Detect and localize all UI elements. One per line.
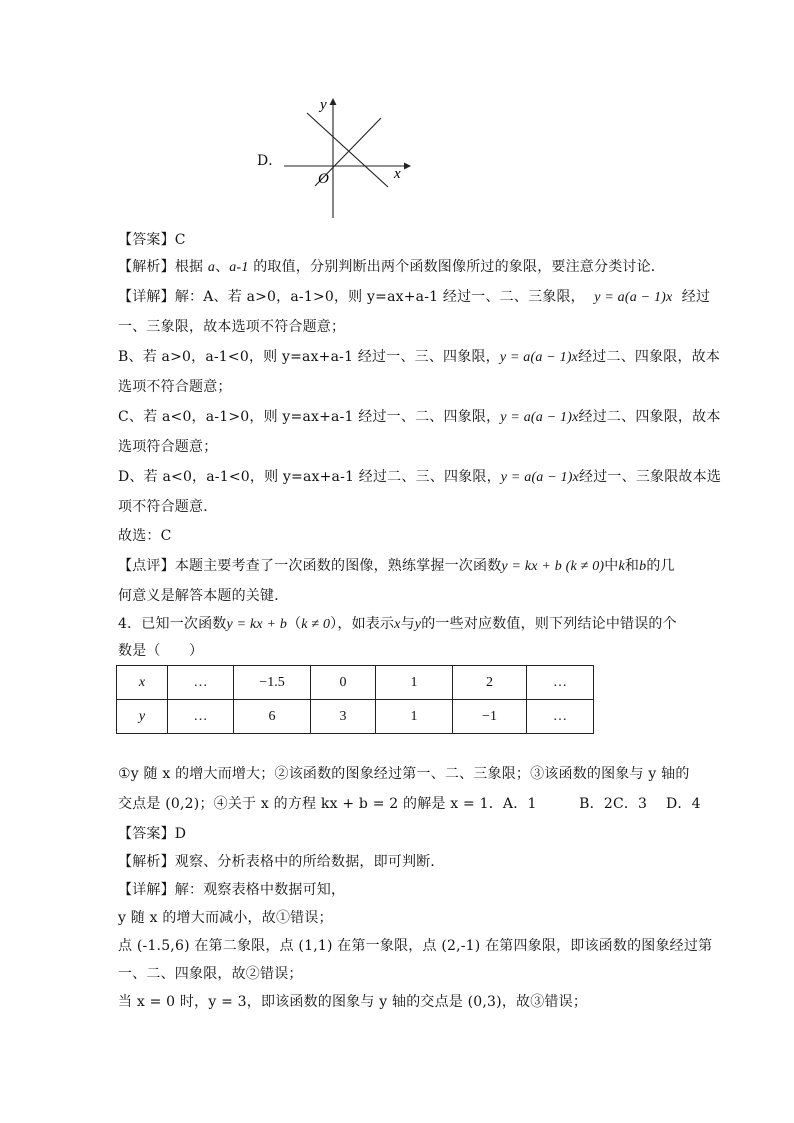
q4-detail-line4: 一、二、四象限，故②错误；: [118, 966, 303, 982]
q3-comment-tag: 【点评】: [118, 558, 175, 574]
q3-detail-d2: 项不符合题意．: [118, 499, 218, 515]
x-axis-arrow: [404, 163, 411, 170]
q3-detail-line2: 一、三象限，故本选项不符合题意；: [118, 319, 346, 335]
y-axis-arrow: [330, 98, 337, 105]
q3-detail-line1: 【详解】解：A、若 a>0，a-1>0，则 y=ax+a-1 经过一、二、三象限， y = a(a − 1)x 经过: [118, 289, 711, 305]
q3-comment: 【点评】本题主要考查了一次函数的图像，熟练掌握一次函数y = kx + b (k ≠ 0)中k和b的几: [118, 558, 675, 574]
q3-answer: 【答案】C: [118, 232, 186, 248]
q4-stem-line1: 4．已知一次函数y = kx + b（k ≠ 0），如表示x与y的一些对应数值，则下列结论中错误的个: [118, 616, 677, 632]
q4-answer: 【答案】D: [118, 826, 187, 842]
table-cell: 2: [453, 666, 527, 700]
table-cell: −1.5: [234, 666, 311, 700]
q4-detail-line1: 【详解】解：观察表格中数据可知，: [118, 882, 346, 898]
q4-statements-line1: ①y 随 x 的增大而增大；②该函数的图象经过第一、二、三象限；③该函数的图象与 y 轴的: [118, 766, 690, 782]
table-cell: 0: [311, 666, 376, 700]
q3-detail-tag: 【详解】: [118, 289, 175, 305]
table-cell: …: [168, 700, 234, 734]
q3-detail-b: B、若 a>0，a-1<0，则 y=ax+a-1 经过一、三、四象限，y = a(a − 1)x经过二、四象限，故本: [118, 349, 721, 365]
table-cell: x: [117, 666, 168, 700]
option-d-graph: [280, 95, 420, 225]
q4-stem-line2: 数是（ ）: [118, 643, 204, 659]
q4-detail-line2: y 随 x 的增大而减小，故①错误；: [118, 910, 333, 926]
origin-label: O: [318, 171, 329, 187]
q3-analysis: 【解析】根据 a、a-1 的取值，分别判断出两个函数图像所过的象限，要注意分类讨论．: [118, 259, 665, 275]
q3-comment-line2: 何意义是解答本题的关键．: [118, 588, 289, 604]
q4-value-table: [116, 665, 594, 734]
y-axis-label: y: [320, 97, 327, 113]
table-cell: …: [168, 666, 234, 700]
option-d-label: D．: [257, 153, 283, 169]
table-cell: y: [117, 700, 168, 734]
q3-detail-c2: 选项符合题意；: [118, 439, 218, 455]
table-cell: 6: [234, 700, 311, 734]
q3-detail-b2: 选项不符合题意；: [118, 379, 232, 395]
q4-analysis: 【解析】观察、分析表格中的所给数据，即可判断．: [118, 854, 445, 870]
q3-detail-c: C、若 a<0，a-1>0，则 y=ax+a-1 经过一、二、四象限，y = a(a − 1)x经过二、四象限，故本: [118, 409, 721, 425]
q3-analysis-tag: 【解析】: [118, 259, 175, 275]
table-cell: 1: [376, 666, 453, 700]
x-axis-label: x: [394, 166, 401, 182]
q4-detail-line3: 点 (-1.5,6) 在第二象限，点 (1,1) 在第一象限，点 (2,-1) 在第四象限，即该函数的图象经过第: [118, 938, 713, 954]
table-cell: …: [527, 700, 594, 734]
table-row: [117, 666, 594, 700]
table-cell: 1: [376, 700, 453, 734]
table-cell: …: [527, 666, 594, 700]
table-cell: 3: [311, 700, 376, 734]
table-cell: −1: [453, 700, 527, 734]
table-row: [117, 700, 594, 734]
q3-detail-d: D、若 a<0，a-1<0，则 y=ax+a-1 经过二、三、四象限，y = a(a − 1)x经过一、三象限故本选: [118, 469, 722, 485]
q3-conclusion: 故选：C: [118, 528, 172, 544]
q4-detail-line5: 当 x = 0 时，y = 3，即该函数的图象与 y 轴的交点是 (0,3)，故③错误；: [118, 994, 588, 1010]
q4-statements-line2: 交点是 (0,2)；④关于 x 的方程 kx + b = 2 的解是 x = 1．A．1 B．2C．3 D．4: [118, 796, 701, 812]
